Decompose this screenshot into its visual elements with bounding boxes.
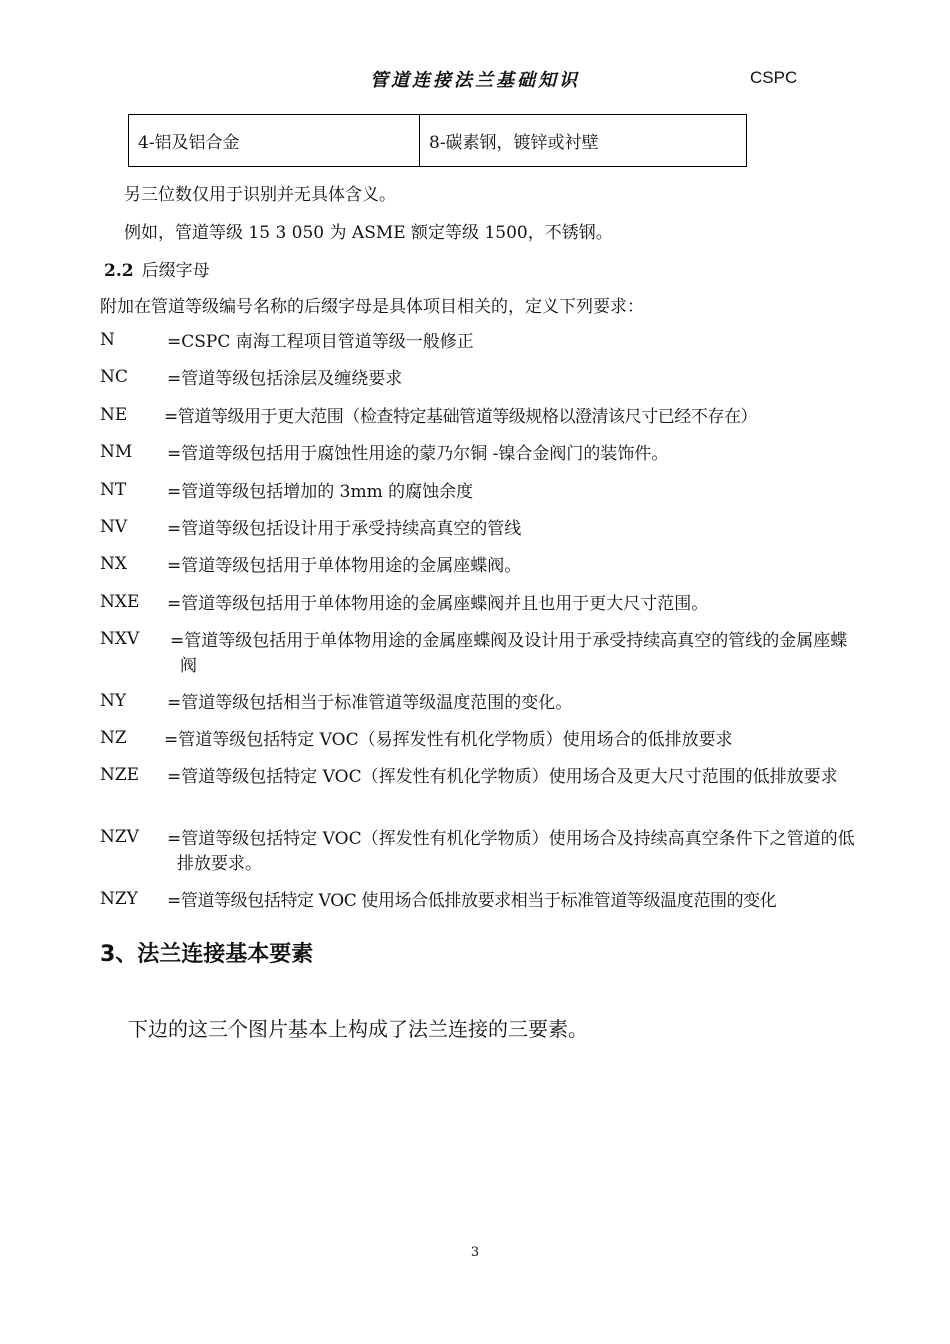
suffix-description: =管道等级包括用于单体物用途的金属座蝶阀并且也用于更大尺寸范围。	[167, 594, 709, 614]
suffix-code: NE	[100, 405, 128, 425]
suffix-description: =管道等级包括用于腐蚀性用途的蒙乃尔铜 -镍合金阀门的装饰件。	[167, 444, 669, 464]
suffix-code: NY	[100, 691, 127, 711]
table-cell-aluminum: 4-铝及铝合金	[129, 115, 420, 166]
section-3-intro: 下边的这三个图片基本上构成了法兰连接的三要素。	[128, 1017, 588, 1041]
suffix-code: NZY	[100, 889, 138, 909]
section-3-heading: 3、法兰连接基本要素	[100, 942, 314, 967]
suffix-description	[170, 629, 860, 679]
suffix-description: =管道等级包括相当于标准管道等级温度范围的变化。	[167, 693, 573, 713]
suffix-code: NT	[100, 480, 127, 500]
suffix-code: NV	[100, 517, 128, 537]
suffix-description: =管道等级包括用于单体物用途的金属座蝶阀。	[167, 556, 522, 576]
suffix-code: NZV	[100, 827, 139, 847]
paragraph-three-digits: 另三位数仅用于识别并无具体含义。	[124, 185, 396, 205]
suffix-code: NX	[100, 554, 127, 574]
suffix-description	[167, 765, 862, 790]
suffix-description: =管道等级包括涂层及缠绕要求	[167, 369, 403, 389]
document-header-title: 管道连接法兰基础知识	[370, 70, 580, 91]
document-header-org: CSPC	[750, 68, 798, 87]
section-2-2-number: 2.2	[104, 261, 134, 281]
suffix-description-text: =管道等级包括特定 VOC（挥发性有机化学物质）使用场合及更大尺寸范围的低排放要求	[167, 767, 838, 787]
suffix-code: NZE	[100, 765, 140, 785]
suffix-description-text: =管道等级包括特定 VOC（挥发性有机化学物质）使用场合及持续高真空条件下之管道的低排放要求。	[167, 829, 855, 874]
suffix-code: NC	[100, 367, 128, 387]
section-2-2-title: 后缀字母	[141, 261, 210, 281]
suffix-description: =管道等级包括设计用于承受持续高真空的管线	[167, 519, 522, 539]
section-2-2-heading	[104, 256, 210, 281]
suffix-code: N	[100, 330, 115, 350]
paragraph-example: 例如，管道等级 15 3 050 为 ASME 额定等级 1500，不锈钢。	[124, 223, 613, 243]
section-2-2-intro: 附加在管道等级编号名称的后缀字母是具体项目相关的，定义下列要求：	[100, 297, 644, 317]
material-code-table	[128, 114, 747, 167]
suffix-code: NXV	[100, 629, 140, 649]
suffix-description: =管道等级包括特定 VOC 使用场合低排放要求相当于标准管道等级温度范围的变化	[167, 891, 777, 911]
suffix-description: =管道等级包括增加的 3mm 的腐蚀余度	[167, 482, 474, 502]
suffix-description: =CSPC 南海工程项目管道等级一般修正	[167, 332, 474, 352]
suffix-description: =管道等级用于更大范围（检查特定基础管道等级规格以澄清该尺寸已经不存在）	[164, 407, 758, 427]
suffix-description	[167, 827, 862, 877]
suffix-code: NZ	[100, 728, 127, 748]
table-cell-carbon-steel: 8-碳素钢，镀锌或衬壁	[429, 133, 599, 153]
suffix-code: NXE	[100, 592, 140, 612]
suffix-code: NM	[100, 442, 133, 462]
suffix-description: =管道等级包括特定 VOC（易挥发性有机化学物质）使用场合的低排放要求	[164, 730, 733, 750]
suffix-description-text: =管道等级包括用于单体物用途的金属座蝶阀及设计用于承受持续高真空的管线的金属座蝶阀	[170, 631, 848, 676]
page-number: 3	[470, 1245, 480, 1260]
